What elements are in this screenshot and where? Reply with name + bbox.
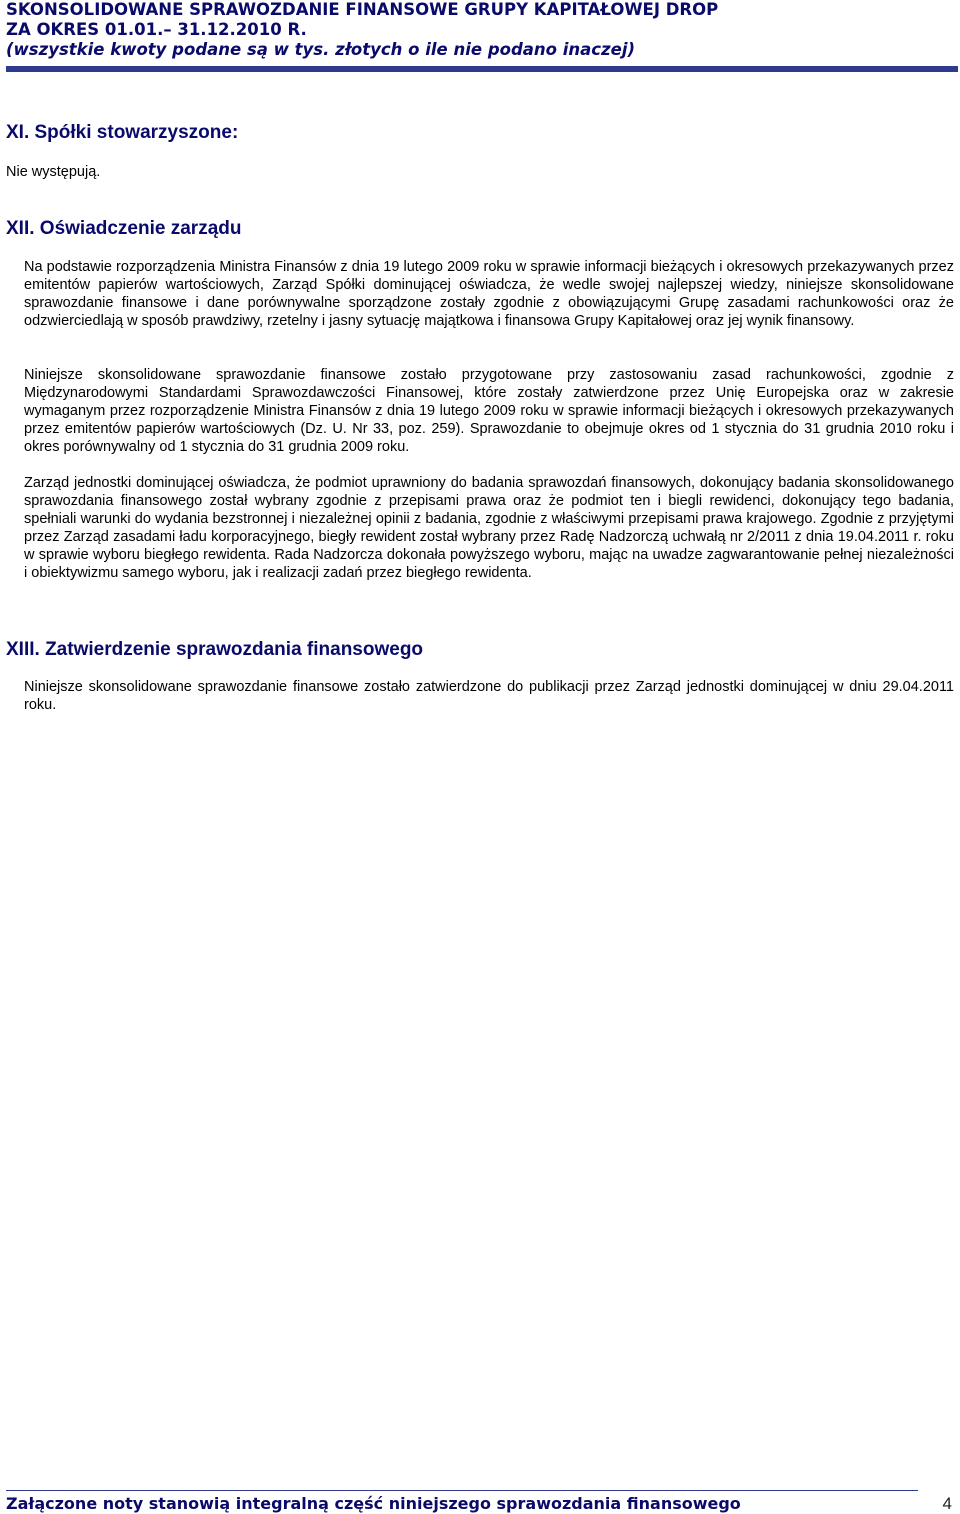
page-number: 4 (942, 1494, 952, 1513)
section-xiii-paragraph-1: Niniejsze skonsolidowane sprawozdanie finansowe zostało zatwierdzone do publikacji przez Zarząd jednostki dominującej w dniu 29.04.2011 roku. (24, 679, 954, 713)
footer-note: Załączone noty stanowią integralną część niniejszego sprawozdania finansowego (6, 1494, 741, 1513)
section-xiii-title: XIII. Zatwierdzenie sprawozdania finansowego (6, 639, 424, 660)
section-xii-paragraph-2: Niniejsze skonsolidowane sprawozdanie finansowe zostało przygotowane przy zastosowaniu zasad rachunkowości, zgodnie z Międzynarodowymi Standardami Sprawozdawczości Finansowej, które zostały zatwierdzone przez Unię Europejska oraz w zakresie wymaganym przez rozporządzenie Ministra Finansów z dnia 19 lutego 2009 roku w sprawie informacji bieżących i okresowych przekazywanych przez emitentów papierów wartościowych (Dz. U. Nr 33, poz. 259). Sprawozdanie to obejmuje okres od 1 stycznia do 31 grudnia 2010 roku i okres porównywalny od 1 stycznia do 31 grudnia 2009 roku. (24, 367, 954, 455)
section-xii-paragraph-3: Zarząd jednostki dominującej oświadcza, że podmiot uprawniony do badania sprawozdań finansowych, dokonujący badania skonsolidowanego sprawozdania finansowego został wybrany zgodnie z przepisami prawa oraz że podmiot ten i biegli rewidenci, dokonujący tego badania, spełniali warunki do wydania bezstronnej i niezależnej opinii z badania, zgodnie z właściwymi przepisami prawa krajowego. Zgodnie z przyjętymi przez Zarząd zasadami ładu korporacyjnego, biegły rewident został wybrany przez Radę Nadzorczą uchwałą nr 2/2011 z dnia 19.04.2011 r. roku w sprawie wyboru biegłego rewidenta. Rada Nadzorcza dokonała powyższego wyboru, mając na uwadze zagwarantowanie pełnej niezależności i obiektywizmu samego wyboru, jak i realizacji zadań przez biegłego rewidenta. (24, 475, 954, 581)
section-xi-text: Nie występują. (6, 164, 101, 180)
amounts-note: (wszystkie kwoty podane są w tys. złotych o ile nie podano inaczej) (6, 40, 636, 59)
section-xii-paragraph-1: Na podstawie rozporządzenia Ministra Finansów z dnia 19 lutego 2009 roku w sprawie informacji bieżących i okresowych przekazywanych przez emitentów papierów wartościowych, Zarząd Spółki dominującej oświadcza, że wedle swojej najlepszej wiedzy, niniejsze skonsolidowane sprawozdanie finansowe i dane porównywalne sporządzone zostały zgodnie z obowiązującymi Grupę zasadami rachunkowości oraz że odzwierciedlają w sposób prawdziwy, rzetelny i jasny sytuację majątkowa i finansowa Grupy Kapitałowej oraz jej wynik finansowy. (24, 259, 954, 329)
page-header (6, 0, 956, 60)
report-title: SKONSOLIDOWANE SPRAWOZDANIE FINANSOWE GRUPY KAPITAŁOWEJ DROP (6, 0, 719, 19)
header-divider (6, 66, 958, 72)
section-xii-title: XII. Oświadczenie zarządu (6, 218, 242, 239)
footer-divider (6, 1490, 918, 1491)
section-xi-title: XI. Spółki stowarzyszone: (6, 122, 239, 143)
report-period: ZA OKRES 01.01.– 31.12.2010 R. (6, 20, 307, 39)
